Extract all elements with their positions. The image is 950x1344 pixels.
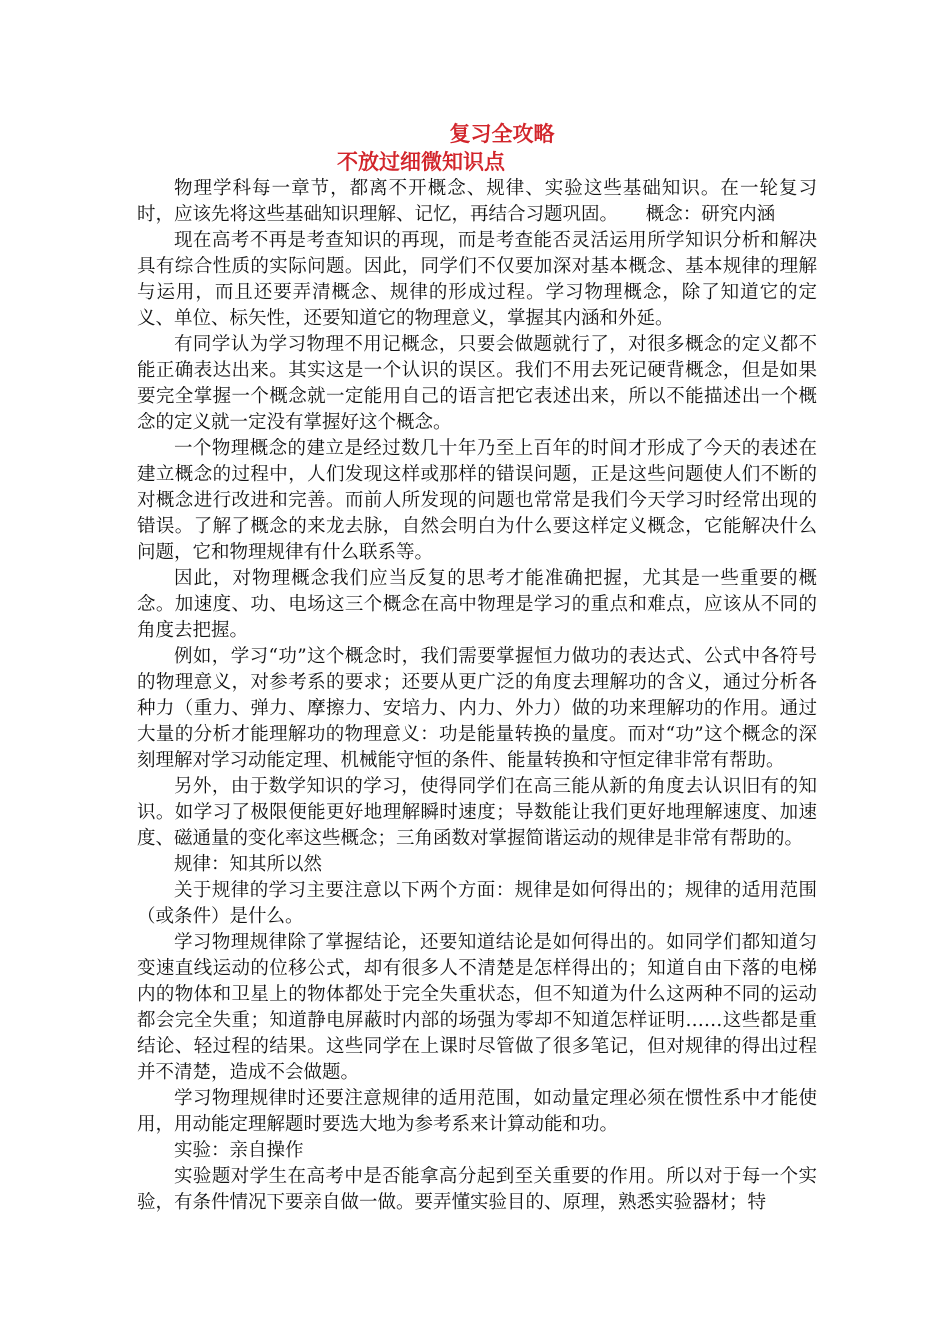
paragraph: 例如，学习“功”这个概念时，我们需要掌握恒力做功的表达式、公式中各符号的物理意义，对参考系的要求；还要从更广泛的角度去理解功的含义，通过分析各种力（重力、弹力、摩擦力、安培力、内力、外力）做的功来理解功的作用。通过大量的分析才能理解功的物理意义：功是能量转换的量度。而对“功”这个概念的深刻理解对学习动能定理、机械能守恒的条件、能量转换和守恒定律非常有帮助。 — [137, 646, 817, 771]
paragraph-intro: 物理学科每一章节，都离不开概念、规律、实验这些基础知识。在一轮复习时，应该先将这些基础知识理解、记忆，再结合习题巩固。 概念：研究内涵 — [137, 178, 817, 225]
paragraph: 因此，对物理概念我们应当反复的思考才能准确把握，尤其是一些重要的概念。加速度、功、电场这三个概念在高中物理是学习的重点和难点，应该从不同的角度去把握。 — [137, 568, 817, 641]
paragraph: 现在高考不再是考查知识的再现，而是考查能否灵活运用所学知识分析和解决具有综合性质的实际问题。因此，同学们不仅要加深对基本概念、基本规律的理解与运用，而且还要弄清概念、规律的形成过程。学习物理概念，除了知道它的定义、单位、标矢性，还要知道它的物理意义，掌握其内涵和外延。 — [137, 230, 817, 329]
paragraph: 关于规律的学习主要注意以下两个方面：规律是如何得出的；规律的适用范围（或条件）是什么。 — [137, 880, 817, 927]
section-heading-experiments: 实验：亲自操作 — [174, 1140, 304, 1161]
document-body — [137, 120, 817, 1216]
paragraph: 学习物理规律时还要注意规律的适用范围，如动量定理必须在惯性系中才能使用，用动能定理解题时要选大地为参考系来计算动能和功。 — [137, 1088, 817, 1135]
paragraph: 学习物理规律除了掌握结论，还要知道结论是如何得出的。如同学们都知道匀变速直线运动的位移公式，却有很多人不清楚是怎样得出的；知道自由下落的电梯内的物体和卫星上的物体都处于完全失重状态，但不知道为什么这两种不同的运动都会完全失重；知道静电屏蔽时内部的场强为零却不知道怎样证明……这些都是重结论、轻过程的结果。这些同学在上课时尽管做了很多笔记，但对规律的得出过程并不清楚，造成不会做题。 — [137, 932, 817, 1083]
section-heading-laws: 规律：知其所以然 — [174, 854, 323, 875]
paragraph: 实验题对学生在高考中是否能拿高分起到至关重要的作用。所以对于每一个实验，有条件情况下要亲自做一做。要弄懂实验目的、原理，熟悉实验器材；特 — [137, 1166, 817, 1213]
document-subtitle: 不放过细微知识点 — [337, 149, 505, 174]
paragraph: 有同学认为学习物理不用记概念，只要会做题就行了，对很多概念的定义都不能正确表达出来。其实这是一个认识的误区。我们不用去死记硬背概念，但是如果要完全掌握一个概念就一定能用自己的语言把它表述出来，所以不能描述出一个概念的定义就一定没有掌握好这个概念。 — [137, 334, 817, 433]
paragraph: 另外，由于数学知识的学习，使得同学们在高三能从新的角度去认识旧有的知识。如学习了极限便能更好地理解瞬时速度；导数能让我们更好地理解速度、加速度、磁通量的变化率这些概念；三角函数对掌握简谐运动的规律是非常有帮助的。 — [137, 776, 817, 849]
paragraph: 一个物理概念的建立是经过数几十年乃至上百年的时间才形成了今天的表述在建立概念的过程中，人们发现这样或那样的错误问题，正是这些问题使人们不断的对概念进行改进和完善。而前人所发现的问题也常常是我们今天学习时经常出现的错误。了解了概念的来龙去脉，自然会明白为什么要这样定义概念，它能解决什么问题，它和物理规律有什么联系等。 — [137, 438, 817, 563]
document-title: 复习全攻略 — [449, 121, 555, 146]
